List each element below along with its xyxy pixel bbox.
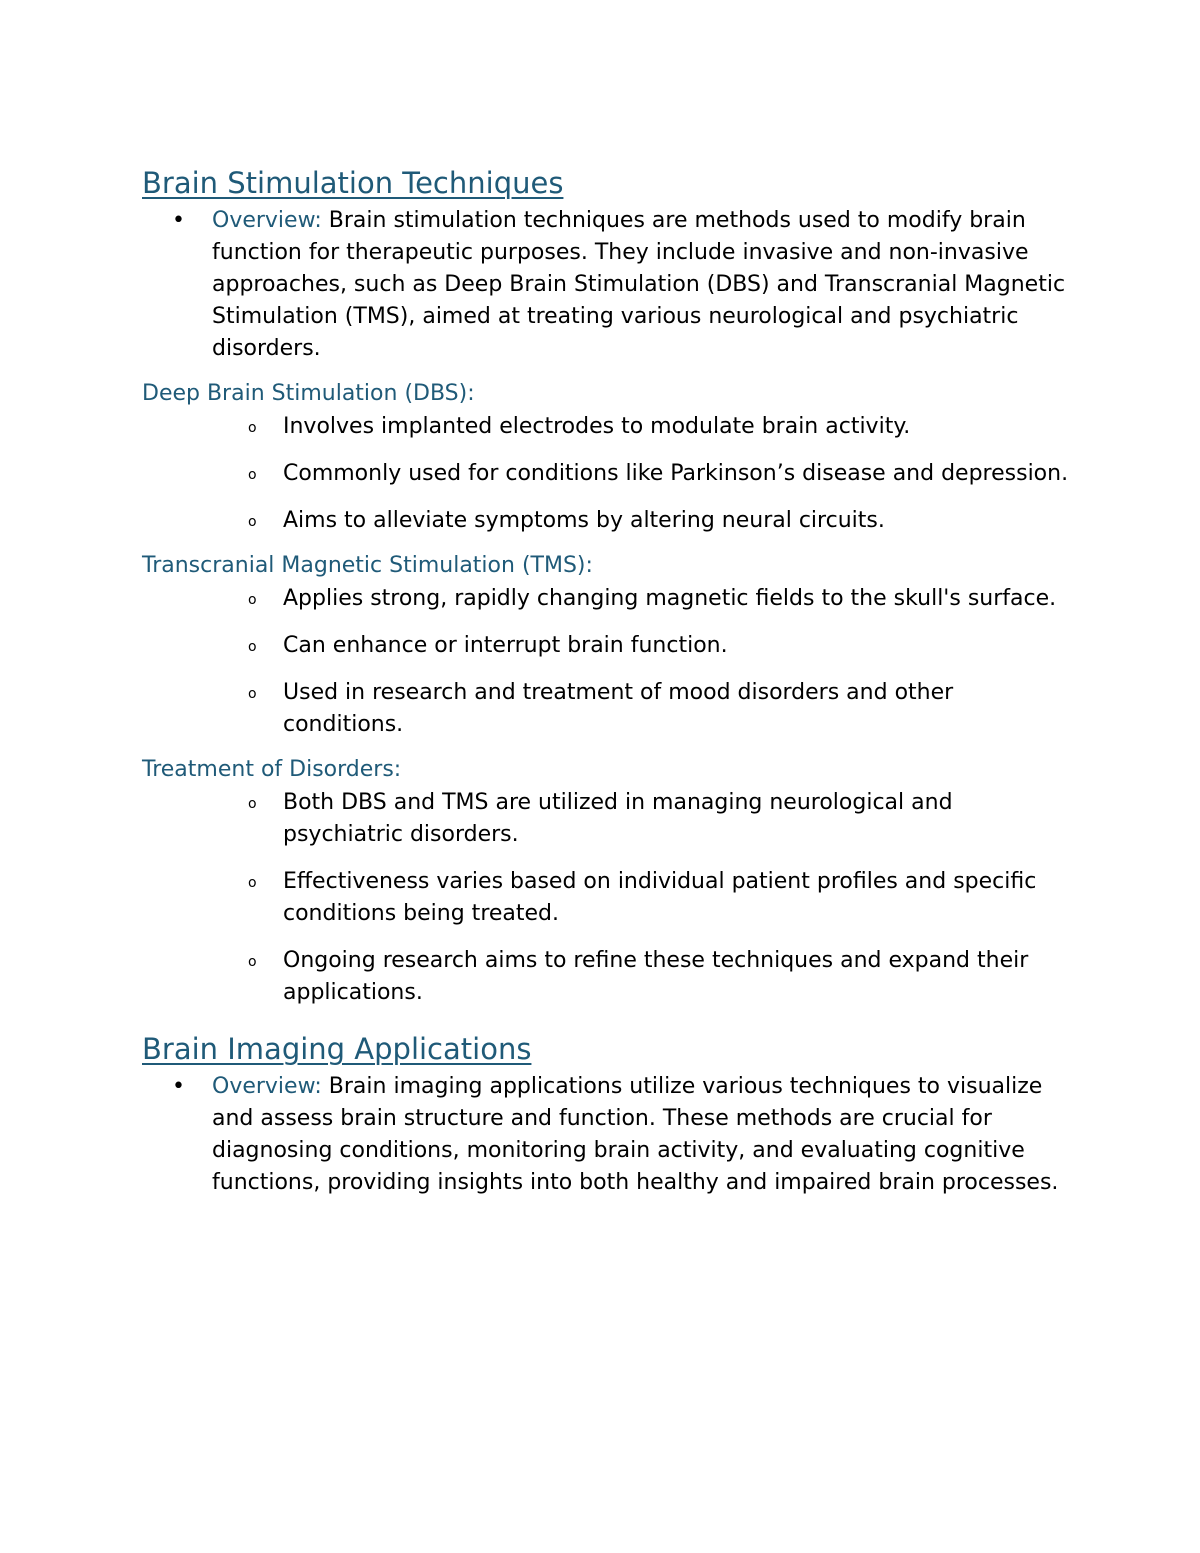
list-item	[142, 583, 1072, 615]
overview-text: Brain imaging applications utilize various techniques to visualize and assess brain structure and function. These methods are crucial for diagnosing conditions, monitoring brain activity, and evaluating cognitive functions, providing insights into both healthy and impaired brain processes.	[212, 1074, 1059, 1195]
list-item-text: Effectiveness varies based on individual patient profiles and specific conditions being treated.	[283, 869, 1037, 926]
section-title-brain-imaging: Brain Imaging Applications	[142, 1032, 532, 1066]
list-item	[142, 505, 1072, 537]
section-brain-imaging	[142, 1029, 1072, 1199]
dbs-list	[142, 411, 1072, 537]
list-item-text: Both DBS and TMS are utilized in managing neurological and psychiatric disorders.	[283, 790, 953, 847]
circle-bullet-icon: o	[248, 796, 257, 812]
list-item-text: Can enhance or interrupt brain function.	[283, 633, 728, 658]
bullet-icon: •	[172, 208, 185, 233]
circle-bullet-icon: o	[248, 686, 257, 702]
overview-text: Brain stimulation techniques are methods used to modify brain function for therapeutic purposes. They include invasive and non-invasive approaches, such as Deep Brain Stimulation (DBS) and Transcranial Magnetic Stimulation (TMS), aimed at treating various neurological and psychiatric disorders.	[212, 208, 1066, 361]
subsection-heading-dbs: Deep Brain Stimulation (DBS):	[142, 381, 475, 406]
subsection-heading-tms: Transcranial Magnetic Stimulation (TMS):	[142, 553, 593, 578]
list-item	[142, 630, 1072, 662]
list-item-text: Involves implanted electrodes to modulate brain activity.	[283, 414, 911, 439]
overview-paragraph	[142, 1071, 1072, 1199]
circle-bullet-icon: o	[248, 954, 257, 970]
overview-label: Overview:	[212, 208, 322, 233]
list-item	[142, 787, 1072, 851]
circle-bullet-icon: o	[248, 420, 257, 436]
list-item-text: Applies strong, rapidly changing magnetic fields to the skull's surface.	[283, 586, 1057, 611]
document-content	[142, 163, 1072, 1199]
list-item	[142, 677, 1072, 741]
list-item-text: Aims to alleviate symptoms by altering neural circuits.	[283, 508, 885, 533]
list-item-text: Commonly used for conditions like Parkinson’s disease and depression.	[283, 461, 1069, 486]
section-title-brain-stimulation: Brain Stimulation Techniques	[142, 166, 564, 200]
list-item	[142, 945, 1072, 1009]
overview-paragraph	[142, 205, 1072, 365]
circle-bullet-icon: o	[248, 467, 257, 483]
list-item	[142, 866, 1072, 930]
treatment-list	[142, 787, 1072, 1009]
circle-bullet-icon: o	[248, 639, 257, 655]
bullet-icon: •	[172, 1074, 185, 1099]
circle-bullet-icon: o	[248, 875, 257, 891]
list-item-text: Ongoing research aims to refine these techniques and expand their applications.	[283, 948, 1029, 1005]
subsection-heading-treatment: Treatment of Disorders:	[142, 757, 402, 782]
list-item	[142, 458, 1072, 490]
overview-label: Overview:	[212, 1074, 322, 1099]
circle-bullet-icon: o	[248, 592, 257, 608]
list-item	[142, 411, 1072, 443]
tms-list	[142, 583, 1072, 741]
list-item-text: Used in research and treatment of mood disorders and other conditions.	[283, 680, 954, 737]
circle-bullet-icon: o	[248, 514, 257, 530]
